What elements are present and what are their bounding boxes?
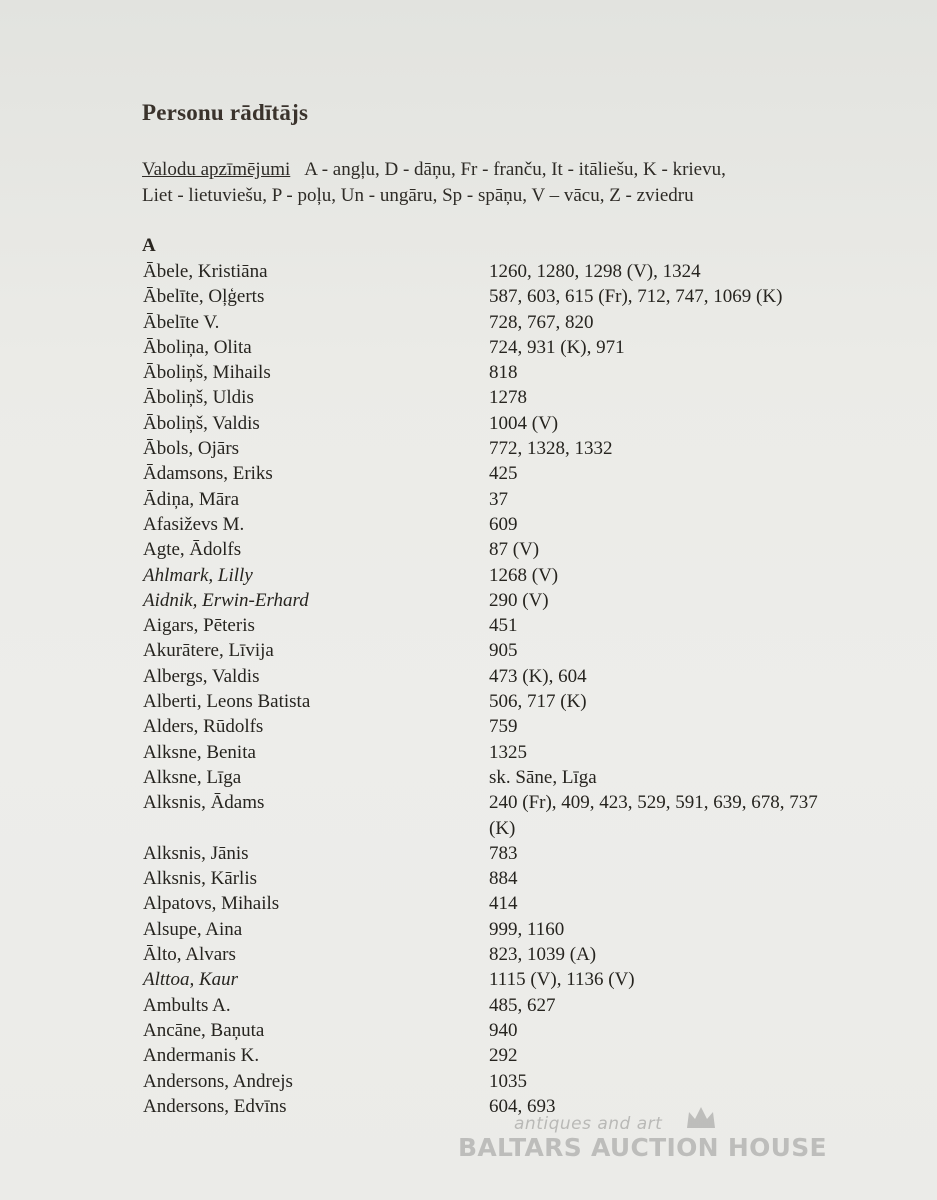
entry-pages: 772, 1328, 1332 [489, 438, 613, 460]
entry-pages: 609 [489, 513, 518, 535]
index-entry [0, 765, 937, 790]
entry-pages: sk. Sāne, Līga [489, 766, 597, 788]
index-entry [0, 1018, 937, 1043]
entry-name: Ambults A. [143, 994, 231, 1016]
language-legend [142, 157, 862, 209]
entry-pages: 1325 [489, 741, 527, 763]
entry-name: Andersons, Andrejs [143, 1070, 293, 1092]
entry-name: Ābelīte, Oļģerts [143, 286, 265, 308]
legend-text-1: A - angļu, D - dāņu, Fr - franču, It - itāliešu, K - krievu, [304, 159, 726, 180]
index-entry [0, 613, 937, 638]
entry-pages: 728, 767, 820 [489, 311, 594, 333]
entry-name: Ādiņa, Māra [143, 488, 240, 510]
entry-name: Ābele, Kristiāna [143, 261, 268, 282]
index-entry [0, 411, 937, 436]
entry-name: Alksne, Līga [143, 766, 242, 788]
entry-name: Ābols, Ojārs [143, 438, 240, 460]
entry-pages: 823, 1039 (A) [489, 944, 597, 966]
index-entry [0, 993, 937, 1018]
entry-name: Aidnik, Erwin-Erhard [143, 589, 309, 611]
entry-pages: 414 [489, 893, 518, 915]
index-entry [0, 461, 937, 486]
entry-pages: 783 [489, 842, 518, 864]
entry-name: Afasiževs M. [143, 513, 245, 535]
entry-pages: 940 [489, 1019, 518, 1041]
legend-line-1 [142, 157, 862, 183]
entry-pages: 1035 [489, 1070, 527, 1092]
index-entry [0, 689, 937, 714]
entry-name: Alttoa, Kaur [143, 969, 239, 991]
index-entry [0, 841, 937, 866]
index-entry [0, 714, 937, 739]
entry-pages: 1260, 1280, 1298 (V), 1324 [489, 261, 701, 282]
entry-name: Alberti, Leons Batista [143, 691, 311, 713]
entry-name: Āboliņa, Olita [143, 336, 252, 358]
entry-pages: 473 (K), 604 [489, 665, 587, 687]
entry-name: Andermanis K. [143, 1045, 260, 1067]
entry-pages: 506, 717 (K) [489, 691, 587, 713]
entry-pages: 1268 (V) [489, 564, 559, 586]
index-entry [0, 385, 937, 410]
section-letter: A [142, 235, 156, 256]
index-entry [0, 1043, 937, 1068]
entry-name: Alksnis, Kārlis [143, 868, 257, 890]
auction-house-watermark [458, 1108, 858, 1170]
entry-name: Agte, Ādolfs [143, 539, 242, 561]
index-entry [0, 259, 937, 284]
entry-pages: 724, 931 (K), 971 [489, 336, 625, 358]
entry-pages: 884 [489, 868, 518, 890]
index-entry [0, 512, 937, 537]
entry-name: Alksnis, Jānis [143, 842, 249, 864]
entry-name: Ahlmark, Lilly [143, 564, 253, 586]
entry-name: Alksnis, Ādams [143, 792, 265, 814]
entry-pages: 587, 603, 615 (Fr), 712, 747, 1069 (K) [489, 286, 783, 308]
index-entry [0, 588, 937, 613]
index-entry [0, 335, 937, 360]
index-entry [0, 537, 937, 562]
index-entry [0, 866, 937, 891]
entry-name: Alsupe, Aina [143, 918, 243, 940]
entry-name: Alders, Rūdolfs [143, 716, 264, 738]
index-entry [0, 1069, 937, 1094]
legend-line-2: Liet - lietuviešu, P - poļu, Un - ungāru, Sp - spāņu, V – vācu, Z - zviedru [142, 185, 694, 206]
entry-name: Ādamsons, Eriks [143, 463, 273, 485]
entry-pages: 425 [489, 463, 518, 485]
entry-pages: 37 [489, 488, 508, 510]
index-entries [0, 259, 937, 1119]
index-entry [0, 284, 937, 309]
index-entry [0, 360, 937, 385]
index-entry [0, 436, 937, 461]
index-entry [0, 664, 937, 689]
entry-name: Āboliņš, Uldis [143, 387, 254, 409]
entry-name: Alksne, Benita [143, 741, 256, 763]
entry-name: Alpatovs, Mihails [143, 893, 280, 915]
index-entry [0, 891, 937, 916]
entry-pages: 240 (Fr), 409, 423, 529, 591, 639, 678, 737 (K) [489, 792, 818, 839]
entry-pages: 1004 (V) [489, 412, 559, 434]
index-entry [0, 917, 937, 942]
entry-name: Ābelīte V. [143, 311, 220, 333]
index-entry [0, 967, 937, 992]
index-entry [0, 563, 937, 588]
index-entry [0, 740, 937, 765]
entry-name: Āboliņš, Valdis [143, 412, 260, 434]
crown-icon [684, 1104, 718, 1132]
page-title: Personu rādītājs [142, 100, 309, 125]
entry-pages: 1278 [489, 387, 527, 409]
entry-name: Āboliņš, Mihails [143, 362, 271, 384]
index-entry [0, 638, 937, 663]
entry-name: Ancāne, Baņuta [143, 1019, 265, 1041]
watermark-tagline: antiques and art [514, 1114, 663, 1134]
entry-pages: 759 [489, 716, 518, 738]
entry-name: Ālto, Alvars [143, 944, 236, 966]
entry-name: Aigars, Pēteris [143, 615, 255, 637]
entry-pages: 87 (V) [489, 539, 540, 561]
index-entry [0, 790, 937, 841]
entry-name: Albergs, Valdis [143, 665, 260, 687]
entry-pages: 905 [489, 640, 518, 662]
index-entry [0, 310, 937, 335]
entry-pages: 818 [489, 362, 518, 384]
index-entry [0, 487, 937, 512]
watermark-brand: BALTARS AUCTION HOUSE [458, 1133, 827, 1162]
legend-label: Valodu apzīmējumi [142, 159, 291, 180]
entry-pages: 999, 1160 [489, 918, 565, 940]
entry-name: Andersons, Edvīns [143, 1095, 287, 1117]
entry-pages: 604, 693 [489, 1095, 556, 1117]
entry-pages: 290 (V) [489, 589, 549, 611]
entry-pages: 485, 627 [489, 994, 556, 1016]
entry-pages: 1115 (V), 1136 (V) [489, 969, 635, 991]
entry-pages: 292 [489, 1045, 518, 1067]
index-entry [0, 942, 937, 967]
entry-pages: 451 [489, 615, 518, 637]
entry-name: Akurātere, Līvija [143, 640, 274, 662]
